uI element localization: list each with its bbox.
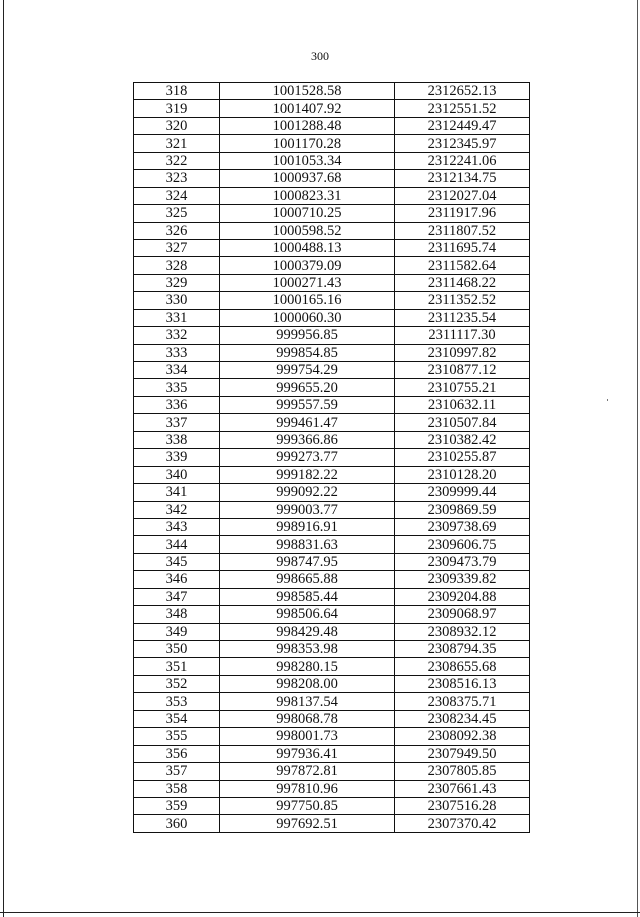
point-number-cell: 353 bbox=[134, 693, 220, 710]
point-number-cell: 321 bbox=[134, 135, 220, 152]
point-number-cell: 355 bbox=[134, 728, 220, 745]
table-row bbox=[134, 222, 530, 239]
table-row bbox=[134, 553, 530, 570]
table-row bbox=[134, 449, 530, 466]
table-row bbox=[134, 117, 530, 134]
x-coordinate-cell: 998747.95 bbox=[220, 553, 395, 570]
x-coordinate-cell: 997810.96 bbox=[220, 780, 395, 797]
x-coordinate-cell: 999557.59 bbox=[220, 396, 395, 413]
table-row bbox=[134, 815, 530, 832]
coordinate-table-container bbox=[133, 82, 530, 833]
y-coordinate-cell: 2312551.52 bbox=[395, 100, 530, 117]
point-number-cell: 340 bbox=[134, 466, 220, 483]
point-number-cell: 348 bbox=[134, 606, 220, 623]
point-number-cell: 326 bbox=[134, 222, 220, 239]
x-coordinate-cell: 1000823.31 bbox=[220, 187, 395, 204]
point-number-cell: 349 bbox=[134, 623, 220, 640]
coordinate-table-body bbox=[134, 83, 530, 833]
x-coordinate-cell: 1000488.13 bbox=[220, 239, 395, 256]
point-number-cell: 318 bbox=[134, 83, 220, 100]
y-coordinate-cell: 2312345.97 bbox=[395, 135, 530, 152]
y-coordinate-cell: 2311917.96 bbox=[395, 205, 530, 222]
x-coordinate-cell: 998208.00 bbox=[220, 675, 395, 692]
y-coordinate-cell: 2311695.74 bbox=[395, 239, 530, 256]
page-number: 300 bbox=[311, 49, 329, 63]
point-number-cell: 331 bbox=[134, 309, 220, 326]
x-coordinate-cell: 1000710.25 bbox=[220, 205, 395, 222]
y-coordinate-cell: 2311468.22 bbox=[395, 274, 530, 291]
y-coordinate-cell: 2311352.52 bbox=[395, 292, 530, 309]
y-coordinate-cell: 2310382.42 bbox=[395, 431, 530, 448]
y-coordinate-cell: 2310255.87 bbox=[395, 449, 530, 466]
y-coordinate-cell: 2310507.84 bbox=[395, 414, 530, 431]
x-coordinate-cell: 998429.48 bbox=[220, 623, 395, 640]
table-row bbox=[134, 536, 530, 553]
y-coordinate-cell: 2307949.50 bbox=[395, 745, 530, 762]
x-coordinate-cell: 997936.41 bbox=[220, 745, 395, 762]
x-coordinate-cell: 1000165.16 bbox=[220, 292, 395, 309]
table-row bbox=[134, 100, 530, 117]
x-coordinate-cell: 999854.85 bbox=[220, 344, 395, 361]
table-row bbox=[134, 484, 530, 501]
page-edge-right bbox=[637, 0, 638, 917]
y-coordinate-cell: 2308234.45 bbox=[395, 710, 530, 727]
y-coordinate-cell: 2307805.85 bbox=[395, 763, 530, 780]
point-number-cell: 325 bbox=[134, 205, 220, 222]
point-number-cell: 357 bbox=[134, 763, 220, 780]
point-number-cell: 319 bbox=[134, 100, 220, 117]
point-number-cell: 350 bbox=[134, 641, 220, 658]
x-coordinate-cell: 998831.63 bbox=[220, 536, 395, 553]
x-coordinate-cell: 998137.54 bbox=[220, 693, 395, 710]
y-coordinate-cell: 2312652.13 bbox=[395, 83, 530, 100]
y-coordinate-cell: 2312027.04 bbox=[395, 187, 530, 204]
table-row bbox=[134, 518, 530, 535]
x-coordinate-cell: 1001170.28 bbox=[220, 135, 395, 152]
table-row bbox=[134, 728, 530, 745]
x-coordinate-cell: 998068.78 bbox=[220, 710, 395, 727]
y-coordinate-cell: 2311807.52 bbox=[395, 222, 530, 239]
table-row bbox=[134, 745, 530, 762]
x-coordinate-cell: 1000271.43 bbox=[220, 274, 395, 291]
x-coordinate-cell: 999003.77 bbox=[220, 501, 395, 518]
x-coordinate-cell: 999273.77 bbox=[220, 449, 395, 466]
x-coordinate-cell: 999461.47 bbox=[220, 414, 395, 431]
y-coordinate-cell: 2308092.38 bbox=[395, 728, 530, 745]
point-number-cell: 347 bbox=[134, 588, 220, 605]
x-coordinate-cell: 1001407.92 bbox=[220, 100, 395, 117]
y-coordinate-cell: 2312241.06 bbox=[395, 152, 530, 169]
y-coordinate-cell: 2311235.54 bbox=[395, 309, 530, 326]
point-number-cell: 345 bbox=[134, 553, 220, 570]
page-edge-left bbox=[3, 0, 4, 917]
table-row bbox=[134, 641, 530, 658]
table-row bbox=[134, 362, 530, 379]
point-number-cell: 329 bbox=[134, 274, 220, 291]
table-row bbox=[134, 658, 530, 675]
table-row bbox=[134, 763, 530, 780]
point-number-cell: 333 bbox=[134, 344, 220, 361]
table-row bbox=[134, 379, 530, 396]
x-coordinate-cell: 999366.86 bbox=[220, 431, 395, 448]
table-row bbox=[134, 588, 530, 605]
point-number-cell: 341 bbox=[134, 484, 220, 501]
y-coordinate-cell: 2307370.42 bbox=[395, 815, 530, 832]
x-coordinate-cell: 998353.98 bbox=[220, 641, 395, 658]
table-row bbox=[134, 170, 530, 187]
point-number-cell: 344 bbox=[134, 536, 220, 553]
x-coordinate-cell: 999092.22 bbox=[220, 484, 395, 501]
table-row bbox=[134, 152, 530, 169]
point-number-cell: 354 bbox=[134, 710, 220, 727]
x-coordinate-cell: 1000598.52 bbox=[220, 222, 395, 239]
y-coordinate-cell: 2308932.12 bbox=[395, 623, 530, 640]
y-coordinate-cell: 2310755.21 bbox=[395, 379, 530, 396]
x-coordinate-cell: 1001528.58 bbox=[220, 83, 395, 100]
x-coordinate-cell: 999182.22 bbox=[220, 466, 395, 483]
point-number-cell: 346 bbox=[134, 571, 220, 588]
table-row bbox=[134, 344, 530, 361]
table-row bbox=[134, 623, 530, 640]
x-coordinate-cell: 1000379.09 bbox=[220, 257, 395, 274]
point-number-cell: 356 bbox=[134, 745, 220, 762]
table-row bbox=[134, 675, 530, 692]
y-coordinate-cell: 2311582.64 bbox=[395, 257, 530, 274]
table-row bbox=[134, 571, 530, 588]
table-row bbox=[134, 274, 530, 291]
point-number-cell: 322 bbox=[134, 152, 220, 169]
y-coordinate-cell: 2307661.43 bbox=[395, 780, 530, 797]
point-number-cell: 337 bbox=[134, 414, 220, 431]
y-coordinate-cell: 2309204.88 bbox=[395, 588, 530, 605]
table-row bbox=[134, 257, 530, 274]
table-row bbox=[134, 606, 530, 623]
table-row bbox=[134, 205, 530, 222]
y-coordinate-cell: 2309606.75 bbox=[395, 536, 530, 553]
y-coordinate-cell: 2308375.71 bbox=[395, 693, 530, 710]
table-row bbox=[134, 693, 530, 710]
point-number-cell: 360 bbox=[134, 815, 220, 832]
table-row bbox=[134, 710, 530, 727]
table-row bbox=[134, 309, 530, 326]
y-coordinate-cell: 2309068.97 bbox=[395, 606, 530, 623]
table-row bbox=[134, 466, 530, 483]
table-row bbox=[134, 135, 530, 152]
y-coordinate-cell: 2310877.12 bbox=[395, 362, 530, 379]
x-coordinate-cell: 1000937.68 bbox=[220, 170, 395, 187]
table-row bbox=[134, 797, 530, 814]
x-coordinate-cell: 1001053.34 bbox=[220, 152, 395, 169]
point-number-cell: 320 bbox=[134, 117, 220, 134]
coordinate-table bbox=[133, 82, 530, 833]
point-number-cell: 339 bbox=[134, 449, 220, 466]
x-coordinate-cell: 997750.85 bbox=[220, 797, 395, 814]
page-edge-bottom bbox=[0, 912, 640, 913]
point-number-cell: 336 bbox=[134, 396, 220, 413]
point-number-cell: 327 bbox=[134, 239, 220, 256]
point-number-cell: 359 bbox=[134, 797, 220, 814]
point-number-cell: 334 bbox=[134, 362, 220, 379]
point-number-cell: 351 bbox=[134, 658, 220, 675]
point-number-cell: 323 bbox=[134, 170, 220, 187]
y-coordinate-cell: 2309473.79 bbox=[395, 553, 530, 570]
table-row bbox=[134, 83, 530, 100]
point-number-cell: 328 bbox=[134, 257, 220, 274]
point-number-cell: 352 bbox=[134, 675, 220, 692]
table-row bbox=[134, 780, 530, 797]
y-coordinate-cell: 2310632.11 bbox=[395, 396, 530, 413]
table-row bbox=[134, 239, 530, 256]
x-coordinate-cell: 998506.64 bbox=[220, 606, 395, 623]
x-coordinate-cell: 1001288.48 bbox=[220, 117, 395, 134]
x-coordinate-cell: 999655.20 bbox=[220, 379, 395, 396]
y-coordinate-cell: 2307516.28 bbox=[395, 797, 530, 814]
table-row bbox=[134, 292, 530, 309]
x-coordinate-cell: 999754.29 bbox=[220, 362, 395, 379]
y-coordinate-cell: 2309869.59 bbox=[395, 501, 530, 518]
y-coordinate-cell: 2308794.35 bbox=[395, 641, 530, 658]
y-coordinate-cell: 2311117.30 bbox=[395, 327, 530, 344]
y-coordinate-cell: 2310128.20 bbox=[395, 466, 530, 483]
x-coordinate-cell: 998585.44 bbox=[220, 588, 395, 605]
x-coordinate-cell: 998001.73 bbox=[220, 728, 395, 745]
x-coordinate-cell: 997692.51 bbox=[220, 815, 395, 832]
x-coordinate-cell: 997872.81 bbox=[220, 763, 395, 780]
point-number-cell: 358 bbox=[134, 780, 220, 797]
point-number-cell: 330 bbox=[134, 292, 220, 309]
y-coordinate-cell: 2312449.47 bbox=[395, 117, 530, 134]
x-coordinate-cell: 998280.15 bbox=[220, 658, 395, 675]
table-row bbox=[134, 501, 530, 518]
point-number-cell: 332 bbox=[134, 327, 220, 344]
y-coordinate-cell: 2308655.68 bbox=[395, 658, 530, 675]
table-row bbox=[134, 431, 530, 448]
table-row bbox=[134, 396, 530, 413]
point-number-cell: 343 bbox=[134, 518, 220, 535]
y-coordinate-cell: 2312134.75 bbox=[395, 170, 530, 187]
table-row bbox=[134, 414, 530, 431]
point-number-cell: 324 bbox=[134, 187, 220, 204]
table-row bbox=[134, 187, 530, 204]
x-coordinate-cell: 999956.85 bbox=[220, 327, 395, 344]
y-coordinate-cell: 2309738.69 bbox=[395, 518, 530, 535]
table-row bbox=[134, 327, 530, 344]
point-number-cell: 342 bbox=[134, 501, 220, 518]
y-coordinate-cell: 2309339.82 bbox=[395, 571, 530, 588]
point-number-cell: 335 bbox=[134, 379, 220, 396]
point-number-cell: 338 bbox=[134, 431, 220, 448]
x-coordinate-cell: 998665.88 bbox=[220, 571, 395, 588]
y-coordinate-cell: 2309999.44 bbox=[395, 484, 530, 501]
x-coordinate-cell: 1000060.30 bbox=[220, 309, 395, 326]
y-coordinate-cell: 2308516.13 bbox=[395, 675, 530, 692]
x-coordinate-cell: 998916.91 bbox=[220, 518, 395, 535]
y-coordinate-cell: 2310997.82 bbox=[395, 344, 530, 361]
scan-speck bbox=[607, 399, 608, 401]
